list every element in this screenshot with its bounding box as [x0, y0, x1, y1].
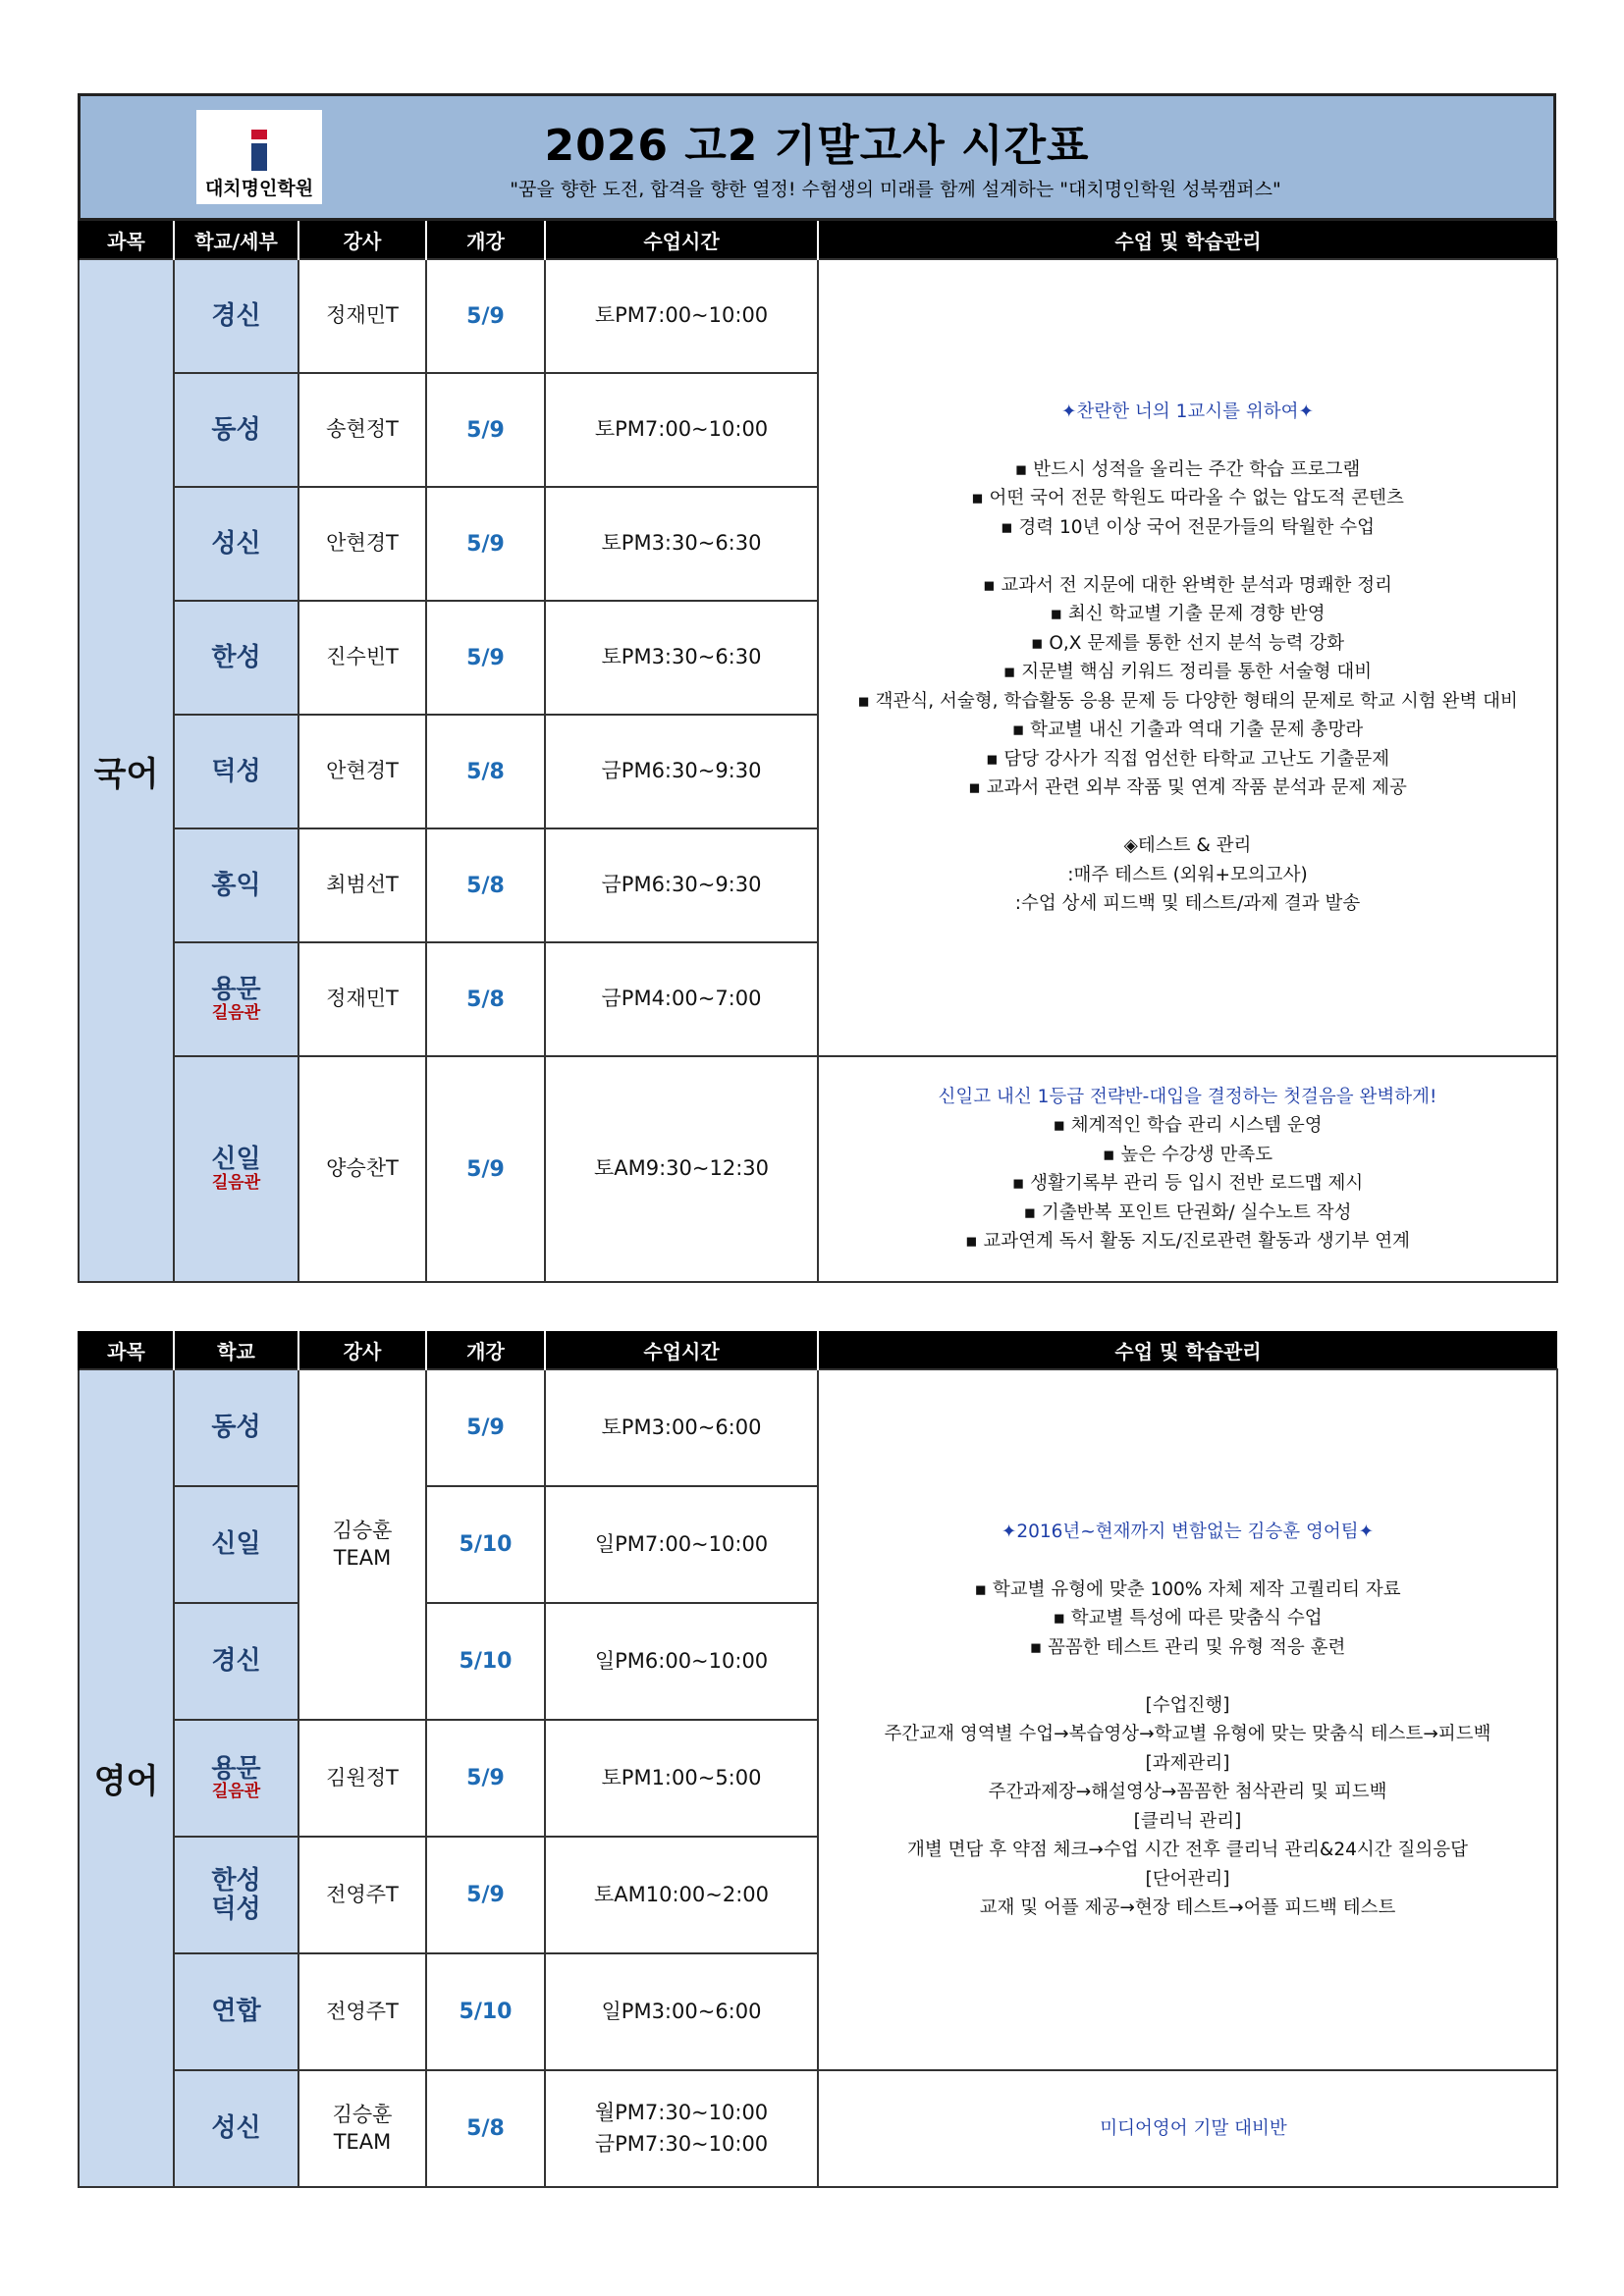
school-cell: 신일: [174, 1486, 298, 1603]
table-row: [79, 1056, 1557, 1282]
open-date-cell: 5/10: [426, 1603, 545, 1720]
time-cell: 금PM4:00~7:00: [545, 942, 818, 1056]
teacher-cell: [298, 2070, 426, 2187]
open-date-cell: 5/9: [426, 1837, 545, 1953]
school-cell: 연합: [174, 1953, 298, 2070]
time-cell: 일PM7:00~10:00: [545, 1486, 818, 1603]
school-cell: 동성: [174, 1369, 298, 1486]
team-teacher-suffix: TEAM: [333, 2129, 392, 2154]
teacher-cell: 전영주T: [298, 1837, 426, 1953]
mgmt-line: ▪ 담당 강사가 직접 엄선한 타학교 고난도 기출문제: [985, 748, 1390, 770]
mgmt-line: ▪ 꼼꼼한 테스트 관리 및 유형 적응 훈련: [1029, 1636, 1346, 1658]
school-cell: 경신: [174, 1603, 298, 1720]
school-cell: 경신: [174, 259, 298, 373]
school-cell: 한성: [174, 601, 298, 715]
mgmt-line: ▪ 최신 학교별 기출 문제 경향 반영: [1050, 604, 1326, 624]
mgmt-line: ◈테스트 & 관리: [1123, 835, 1252, 856]
time-cell: 토PM3:00~6:00: [545, 1369, 818, 1486]
col-mgmt: 수업 및 학습관리: [818, 1331, 1557, 1369]
mgmt-line: ▪ 학교별 특성에 따른 맞춤식 수업: [1053, 1608, 1323, 1629]
mgmt-line: ▪ 생활기록부 관리 등 입시 전반 로드맵 제시: [1011, 1173, 1364, 1194]
teacher-cell: 진수빈T: [298, 601, 426, 715]
time-cell: 토AM9:30~12:30: [545, 1056, 818, 1282]
header-banner: [78, 93, 1556, 221]
time-cell: 일PM3:00~6:00: [545, 1953, 818, 2070]
korean-timetable: [78, 221, 1558, 1283]
mgmt-line: [단어관리]: [1145, 1868, 1230, 1890]
branch-label: 길음관: [211, 1002, 261, 1023]
teacher-cell: 양승찬T: [298, 1056, 426, 1282]
col-teacher: 강사: [298, 1331, 426, 1369]
time-cell: 토PM3:30~6:30: [545, 487, 818, 601]
school-cell: 성신: [174, 487, 298, 601]
mgmt-headline: ✦찬란한 너의 1교시를 위하여✦: [1061, 400, 1314, 422]
school-name: 신일: [211, 1145, 261, 1175]
table-row: [79, 2070, 1557, 2187]
mgmt-line: ▪ 학교별 유형에 맞춘 100% 자체 제작 고퀄리티 자료: [974, 1578, 1401, 1600]
subject-cell: 국어: [79, 259, 174, 1282]
team-teacher-name: 김승훈: [332, 2103, 393, 2127]
mgmt-line: :수업 상세 피드백 및 테스트/과제 결과 발송: [1014, 893, 1361, 914]
col-time: 수업시간: [545, 1331, 818, 1369]
school-name: 용문: [211, 975, 261, 1005]
open-date-cell: 5/9: [426, 1369, 545, 1486]
mgmt-line: ▪ 객관식, 서술형, 학습활동 응용 문제 등 다양한 형태의 문제로 학교 시험 완벽 대비: [857, 690, 1518, 712]
mgmt-headline: 신일고 내신 1등급 전략반-대입을 결정하는 첫걸음을 완벽하게!: [938, 1086, 1437, 1107]
time-line-2: 금PM7:30~10:00: [594, 2131, 769, 2156]
school-name-2: 덕성: [211, 1894, 261, 1924]
mgmt-line: ▪ 교과연계 독서 활동 지도/진로관련 활동과 생기부 연계: [964, 1231, 1411, 1252]
table-row: [79, 259, 1557, 373]
teacher-cell: 정재민T: [298, 942, 426, 1056]
mgmt-line: 개별 면담 후 약점 체크→수업 시간 전후 클리닉 관리&24시간 질의응답: [906, 1840, 1469, 1860]
mgmt-line: ▪ 학교별 내신 기출과 역대 기출 문제 총망라: [1011, 720, 1364, 740]
subject-cell: 영어: [79, 1369, 174, 2187]
school-cell: [174, 1720, 298, 1837]
team-teacher-name: 김승훈: [332, 1519, 393, 1543]
branch-label: 길음관: [211, 1172, 261, 1193]
time-cell: 금PM6:30~9:30: [545, 715, 818, 828]
time-cell: 토PM7:00~10:00: [545, 259, 818, 373]
teacher-cell: 정재민T: [298, 259, 426, 373]
school-cell: 성신: [174, 2070, 298, 2187]
open-date-cell: 5/9: [426, 1056, 545, 1282]
page-title: 2026 고2 기말고사 시간표: [544, 121, 1090, 171]
mgmt-line: ▪ 높은 수강생 만족도: [1102, 1144, 1273, 1165]
open-date-cell: 5/8: [426, 2070, 545, 2187]
mgmt-line: ▪ 지문별 핵심 키워드 정리를 통한 서술형 대비: [1002, 662, 1373, 682]
table-row: [79, 1369, 1557, 1486]
school-cell: [174, 942, 298, 1056]
mgmt-headline: 미디어영어 기말 대비반: [1100, 2117, 1287, 2139]
col-subject: 과목: [79, 1331, 174, 1369]
mgmt-line: ▪ 교과서 관련 외부 작품 및 연계 작품 분석과 문제 제공: [968, 777, 1407, 798]
teacher-cell: 안현경T: [298, 715, 426, 828]
mgmt-line: :매주 테스트 (외워+모의고사): [1067, 864, 1308, 885]
col-school: 학교/세부: [174, 221, 298, 259]
mgmt-line: 주간과제장→해설영상→꼼꼼한 첨삭관리 및 피드백: [988, 1782, 1387, 1802]
page-subtitle: "꿈을 향한 도전, 합격을 향한 열정! 수험생의 미래를 함께 설계하는 "대치명인학원 성북캠퍼스": [510, 179, 1281, 200]
mgmt-line: ▪ 어떤 국어 전문 학원도 따라올 수 없는 압도적 콘텐츠: [971, 488, 1404, 508]
col-teacher: 강사: [298, 221, 426, 259]
open-date-cell: 5/9: [426, 373, 545, 487]
time-cell: 토AM10:00~2:00: [545, 1837, 818, 1953]
col-open: 개강: [426, 221, 545, 259]
open-date-cell: 5/10: [426, 1486, 545, 1603]
mgmt-line: ▪ 교과서 전 지문에 대한 완벽한 분석과 명쾌한 정리: [982, 574, 1392, 596]
open-date-cell: 5/9: [426, 487, 545, 601]
col-school: 학교: [174, 1331, 298, 1369]
time-cell: 일PM6:00~10:00: [545, 1603, 818, 1720]
teacher-cell: 전영주T: [298, 1953, 426, 2070]
mgmt-line: ▪ O,X 문제를 통한 선지 분석 능력 강화: [1030, 632, 1345, 654]
mgmt-line: [과제관리]: [1145, 1752, 1230, 1774]
school-cell: 동성: [174, 373, 298, 487]
open-date-cell: 5/8: [426, 942, 545, 1056]
open-date-cell: 5/9: [426, 1720, 545, 1837]
mgmt-line: ▪ 체계적인 학습 관리 시스템 운영: [1053, 1115, 1323, 1136]
col-time: 수업시간: [545, 221, 818, 259]
school-name: 용문: [211, 1753, 261, 1784]
col-subject: 과목: [79, 221, 174, 259]
mgmt-line: [클리닉 관리]: [1133, 1810, 1242, 1832]
teacher-cell: 안현경T: [298, 487, 426, 601]
teacher-cell: 김원정T: [298, 1720, 426, 1837]
time-cell: 토PM7:00~10:00: [545, 373, 818, 487]
mgmt-line: 교재 및 어플 제공→현장 테스트→어플 피드백 테스트: [979, 1897, 1396, 1918]
open-date-cell: 5/10: [426, 1953, 545, 2070]
branch-label: 길음관: [211, 1782, 261, 1802]
school-cell: [174, 1056, 298, 1282]
mgmt-line: ▪ 기출반복 포인트 단권화/ 실수노트 작성: [1023, 1201, 1352, 1223]
mgmt-cell: [818, 1369, 1557, 2070]
col-open: 개강: [426, 1331, 545, 1369]
time-line: 월PM7:30~10:00: [594, 2101, 769, 2124]
school-cell: 덕성: [174, 715, 298, 828]
teacher-cell: [298, 1369, 426, 1720]
open-date-cell: 5/8: [426, 828, 545, 942]
teacher-cell: 송현정T: [298, 373, 426, 487]
logo-text: 대치명인학원: [204, 178, 314, 199]
school-cell: 홍익: [174, 828, 298, 942]
mgmt-cell: [818, 259, 1557, 1056]
col-mgmt: 수업 및 학습관리: [818, 221, 1557, 259]
mgmt-line: ▪ 경력 10년 이상 국어 전문가들의 탁월한 수업: [1000, 516, 1376, 538]
time-cell: 토PM1:00~5:00: [545, 1720, 818, 1837]
mgmt-cell: [818, 1056, 1557, 1282]
mgmt-line: ▪ 반드시 성적을 올리는 주간 학습 프로그램: [1014, 458, 1361, 480]
time-cell: [545, 2070, 818, 2187]
teacher-cell: 최범선T: [298, 828, 426, 942]
mgmt-headline: ✦2016년~현재까지 변함없는 김승훈 영어팀✦: [1001, 1521, 1375, 1542]
time-cell: 토PM3:30~6:30: [545, 601, 818, 715]
mgmt-line: 주간교재 영역별 수업→복습영상→학교별 유형에 맞는 맞춤식 테스트→피드백: [884, 1724, 1491, 1744]
team-teacher-suffix: TEAM: [333, 1545, 392, 1570]
time-cell: 금PM6:30~9:30: [545, 828, 818, 942]
mgmt-line: [수업진행]: [1145, 1694, 1230, 1716]
school-name: 한성: [211, 1865, 261, 1896]
english-timetable: [78, 1331, 1558, 2188]
school-cell: [174, 1837, 298, 1953]
mgmt-cell: [818, 2070, 1557, 2187]
open-date-cell: 5/8: [426, 715, 545, 828]
open-date-cell: 5/9: [426, 601, 545, 715]
open-date-cell: 5/9: [426, 259, 545, 373]
